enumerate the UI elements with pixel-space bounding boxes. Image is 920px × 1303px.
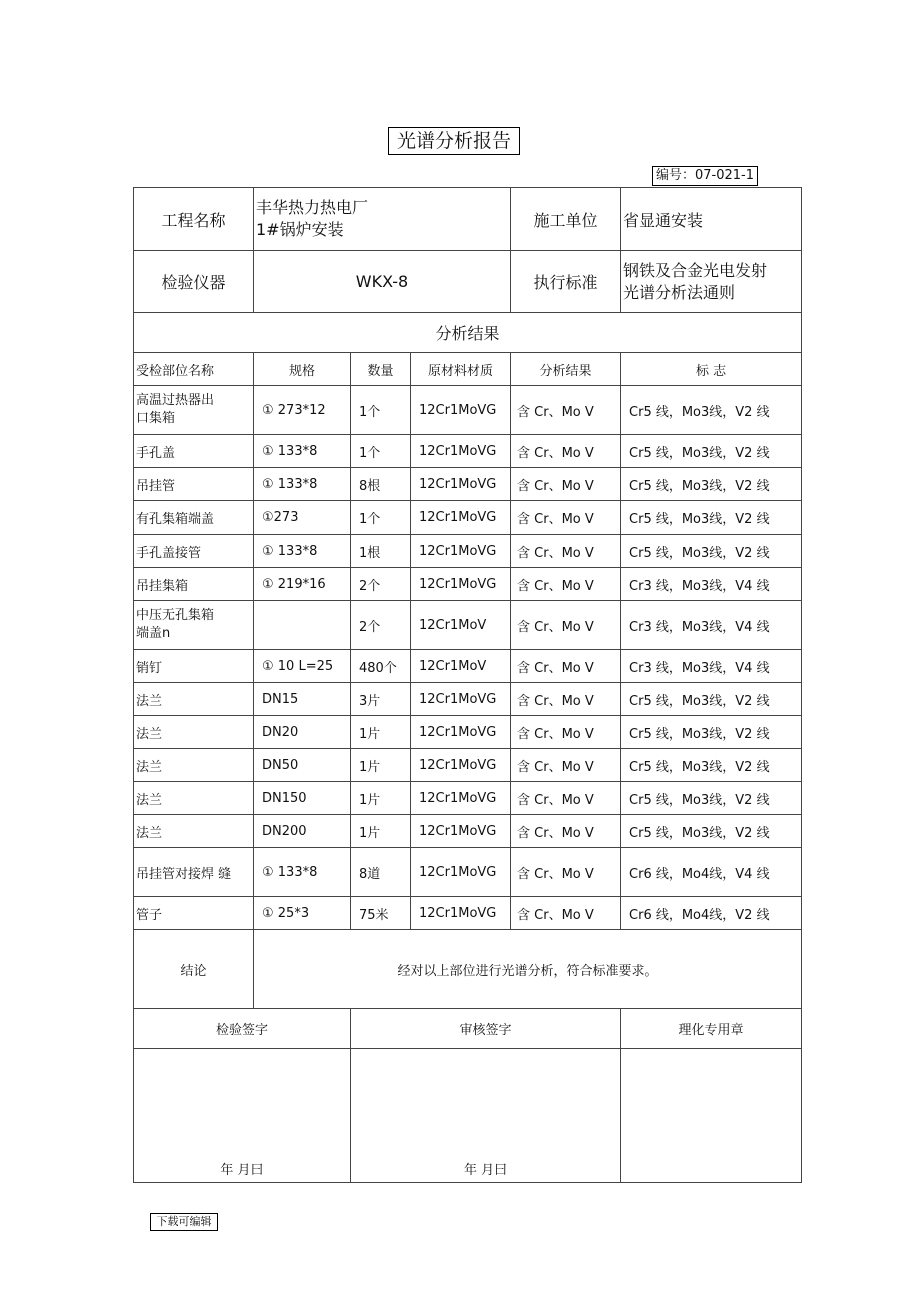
signature-header-row bbox=[134, 1009, 802, 1049]
material-cell: 12Cr1MoVG bbox=[411, 435, 511, 468]
part-name-cell: 管子 bbox=[134, 897, 254, 930]
part-name-cell: 法兰 bbox=[134, 815, 254, 848]
column-header: 原材料材质 bbox=[411, 353, 511, 386]
results-body bbox=[134, 386, 802, 930]
part-name-cell: 高温过热器出 口集箱 bbox=[134, 386, 254, 435]
qty-cell: 8根 bbox=[351, 468, 411, 501]
result-cell: 含 Cr、Mo V bbox=[511, 601, 621, 650]
table-row bbox=[134, 435, 802, 468]
mark-cell: Cr5 线，Mo3线，V2 线 bbox=[621, 683, 802, 716]
spec-cell: ① 133*8 bbox=[254, 848, 351, 897]
qty-cell: 1片 bbox=[351, 716, 411, 749]
conclusion-text: 经对以上部位进行光谱分析，符合标准要求。 bbox=[254, 930, 802, 1009]
table-row bbox=[134, 468, 802, 501]
material-cell: 12Cr1MoVG bbox=[411, 535, 511, 568]
review-sign-area bbox=[351, 1049, 621, 1183]
contractor-value: 省显通安装 bbox=[621, 188, 802, 251]
part-name-cell: 法兰 bbox=[134, 716, 254, 749]
spec-cell bbox=[254, 601, 351, 650]
column-header: 规格 bbox=[254, 353, 351, 386]
spec-cell: ① 133*8 bbox=[254, 468, 351, 501]
table-row bbox=[134, 683, 802, 716]
spec-cell: DN50 bbox=[254, 749, 351, 782]
material-cell: 12Cr1MoVG bbox=[411, 716, 511, 749]
mark-cell: Cr5 线，Mo3线，V2 线 bbox=[621, 468, 802, 501]
project-value: 丰华热力热电厂 1#锅炉安装 bbox=[254, 188, 511, 251]
result-cell: 含 Cr、Mo V bbox=[511, 435, 621, 468]
result-cell: 含 Cr、Mo V bbox=[511, 650, 621, 683]
signature-row bbox=[134, 1049, 802, 1183]
results-title: 分析结果 bbox=[134, 313, 802, 353]
material-cell: 12Cr1MoVG bbox=[411, 468, 511, 501]
instrument-value: WKX-8 bbox=[254, 251, 511, 313]
standard-value: 钢铁及合金光电发射 光谱分析法通则 bbox=[621, 251, 802, 313]
qty-cell: 1片 bbox=[351, 782, 411, 815]
report-table bbox=[133, 187, 802, 1183]
result-cell: 含 Cr、Mo V bbox=[511, 897, 621, 930]
conclusion-label: 结论 bbox=[134, 930, 254, 1009]
column-header: 数量 bbox=[351, 353, 411, 386]
table-row bbox=[134, 716, 802, 749]
qty-cell: 1片 bbox=[351, 749, 411, 782]
material-cell: 12Cr1MoVG bbox=[411, 568, 511, 601]
table-row bbox=[134, 535, 802, 568]
result-cell: 含 Cr、Mo V bbox=[511, 535, 621, 568]
mark-cell: Cr5 线，Mo3线，V2 线 bbox=[621, 815, 802, 848]
result-cell: 含 Cr、Mo V bbox=[511, 749, 621, 782]
qty-cell: 2个 bbox=[351, 568, 411, 601]
part-name-cell: 手孔盖 bbox=[134, 435, 254, 468]
qty-cell: 1根 bbox=[351, 535, 411, 568]
instrument-row bbox=[134, 251, 802, 313]
spec-cell: ①273 bbox=[254, 501, 351, 535]
inspect-sign-area bbox=[134, 1049, 351, 1183]
spec-cell: DN15 bbox=[254, 683, 351, 716]
part-name-cell: 吊挂集箱 bbox=[134, 568, 254, 601]
spec-cell: ① 273*12 bbox=[254, 386, 351, 435]
part-name-cell: 手孔盖接管 bbox=[134, 535, 254, 568]
material-cell: 12Cr1MoV bbox=[411, 650, 511, 683]
results-title-row bbox=[134, 313, 802, 353]
mark-cell: Cr3 线，Mo3线，V4 线 bbox=[621, 601, 802, 650]
mark-cell: Cr5 线，Mo3线，V2 线 bbox=[621, 782, 802, 815]
qty-cell: 3片 bbox=[351, 683, 411, 716]
table-row bbox=[134, 568, 802, 601]
qty-cell: 1片 bbox=[351, 815, 411, 848]
seal-area bbox=[621, 1049, 802, 1183]
qty-cell: 75米 bbox=[351, 897, 411, 930]
qty-cell: 1个 bbox=[351, 386, 411, 435]
material-cell: 12Cr1MoVG bbox=[411, 683, 511, 716]
seal-label: 理化专用章 bbox=[621, 1009, 802, 1049]
material-cell: 12Cr1MoVG bbox=[411, 897, 511, 930]
mark-cell: Cr5 线，Mo3线，V2 线 bbox=[621, 716, 802, 749]
mark-cell: Cr5 线，Mo3线，V2 线 bbox=[621, 435, 802, 468]
material-cell: 12Cr1MoVG bbox=[411, 848, 511, 897]
spec-cell: DN20 bbox=[254, 716, 351, 749]
part-name-cell: 中压无孔集箱 端盖n bbox=[134, 601, 254, 650]
result-cell: 含 Cr、Mo V bbox=[511, 716, 621, 749]
part-name-cell: 销钉 bbox=[134, 650, 254, 683]
qty-cell: 2个 bbox=[351, 601, 411, 650]
material-cell: 12Cr1MoVG bbox=[411, 749, 511, 782]
part-name-cell: 法兰 bbox=[134, 749, 254, 782]
material-cell: 12Cr1MoVG bbox=[411, 386, 511, 435]
result-cell: 含 Cr、Mo V bbox=[511, 386, 621, 435]
inspect-sign-label: 检验签字 bbox=[134, 1009, 351, 1049]
project-row bbox=[134, 188, 802, 251]
qty-cell: 480个 bbox=[351, 650, 411, 683]
column-header: 分析结果 bbox=[511, 353, 621, 386]
table-row bbox=[134, 782, 802, 815]
table-row bbox=[134, 897, 802, 930]
result-cell: 含 Cr、Mo V bbox=[511, 815, 621, 848]
mark-cell: Cr5 线，Mo3线，V2 线 bbox=[621, 501, 802, 535]
material-cell: 12Cr1MoVG bbox=[411, 501, 511, 535]
result-cell: 含 Cr、Mo V bbox=[511, 683, 621, 716]
result-cell: 含 Cr、Mo V bbox=[511, 501, 621, 535]
standard-label: 执行标准 bbox=[511, 251, 621, 313]
contractor-label: 施工单位 bbox=[511, 188, 621, 251]
table-row bbox=[134, 501, 802, 535]
inspect-date: 年 月曰 bbox=[220, 1163, 264, 1178]
column-header: 标 志 bbox=[621, 353, 802, 386]
project-label: 工程名称 bbox=[134, 188, 254, 251]
mark-cell: Cr3 线，Mo3线，V4 线 bbox=[621, 568, 802, 601]
table-row bbox=[134, 749, 802, 782]
spec-cell: ① 133*8 bbox=[254, 535, 351, 568]
spec-cell: ① 133*8 bbox=[254, 435, 351, 468]
spec-cell: ① 25*3 bbox=[254, 897, 351, 930]
part-name-cell: 有孔集箱端盖 bbox=[134, 501, 254, 535]
report-title: 光谱分析报告 bbox=[388, 127, 520, 155]
part-name-cell: 法兰 bbox=[134, 782, 254, 815]
material-cell: 12Cr1MoVG bbox=[411, 815, 511, 848]
part-name-cell: 法兰 bbox=[134, 683, 254, 716]
qty-cell: 1个 bbox=[351, 501, 411, 535]
qty-cell: 1个 bbox=[351, 435, 411, 468]
column-header: 受检部位名称 bbox=[134, 353, 254, 386]
spec-cell: DN150 bbox=[254, 782, 351, 815]
material-cell: 12Cr1MoV bbox=[411, 601, 511, 650]
table-row bbox=[134, 601, 802, 650]
document-number: 编号：07-021-1 bbox=[652, 166, 758, 186]
mark-cell: Cr5 线，Mo3线，V2 线 bbox=[621, 749, 802, 782]
instrument-label: 检验仪器 bbox=[134, 251, 254, 313]
table-row bbox=[134, 650, 802, 683]
table-row bbox=[134, 815, 802, 848]
table-row bbox=[134, 386, 802, 435]
mark-cell: Cr5 线，Mo3线，V2 线 bbox=[621, 386, 802, 435]
mark-cell: Cr5 线，Mo3线，V2 线 bbox=[621, 535, 802, 568]
table-row bbox=[134, 848, 802, 897]
result-cell: 含 Cr、Mo V bbox=[511, 568, 621, 601]
footer-note: 下载可编辑 bbox=[150, 1213, 218, 1231]
review-sign-label: 审核签字 bbox=[351, 1009, 621, 1049]
spec-cell: ① 10 L=25 bbox=[254, 650, 351, 683]
result-cell: 含 Cr、Mo V bbox=[511, 848, 621, 897]
result-cell: 含 Cr、Mo V bbox=[511, 468, 621, 501]
part-name-cell: 吊挂管 bbox=[134, 468, 254, 501]
spec-cell: DN200 bbox=[254, 815, 351, 848]
result-cell: 含 Cr、Mo V bbox=[511, 782, 621, 815]
mark-cell: Cr6 线，Mo4线，V2 线 bbox=[621, 897, 802, 930]
column-header-row bbox=[134, 353, 802, 386]
mark-cell: Cr6 线，Mo4线，V4 线 bbox=[621, 848, 802, 897]
review-date: 年 月曰 bbox=[463, 1163, 508, 1178]
conclusion-row bbox=[134, 930, 802, 1009]
part-name-cell: 吊挂管对接焊 缝 bbox=[134, 848, 254, 897]
mark-cell: Cr3 线，Mo3线，V4 线 bbox=[621, 650, 802, 683]
qty-cell: 8道 bbox=[351, 848, 411, 897]
material-cell: 12Cr1MoVG bbox=[411, 782, 511, 815]
spec-cell: ① 219*16 bbox=[254, 568, 351, 601]
